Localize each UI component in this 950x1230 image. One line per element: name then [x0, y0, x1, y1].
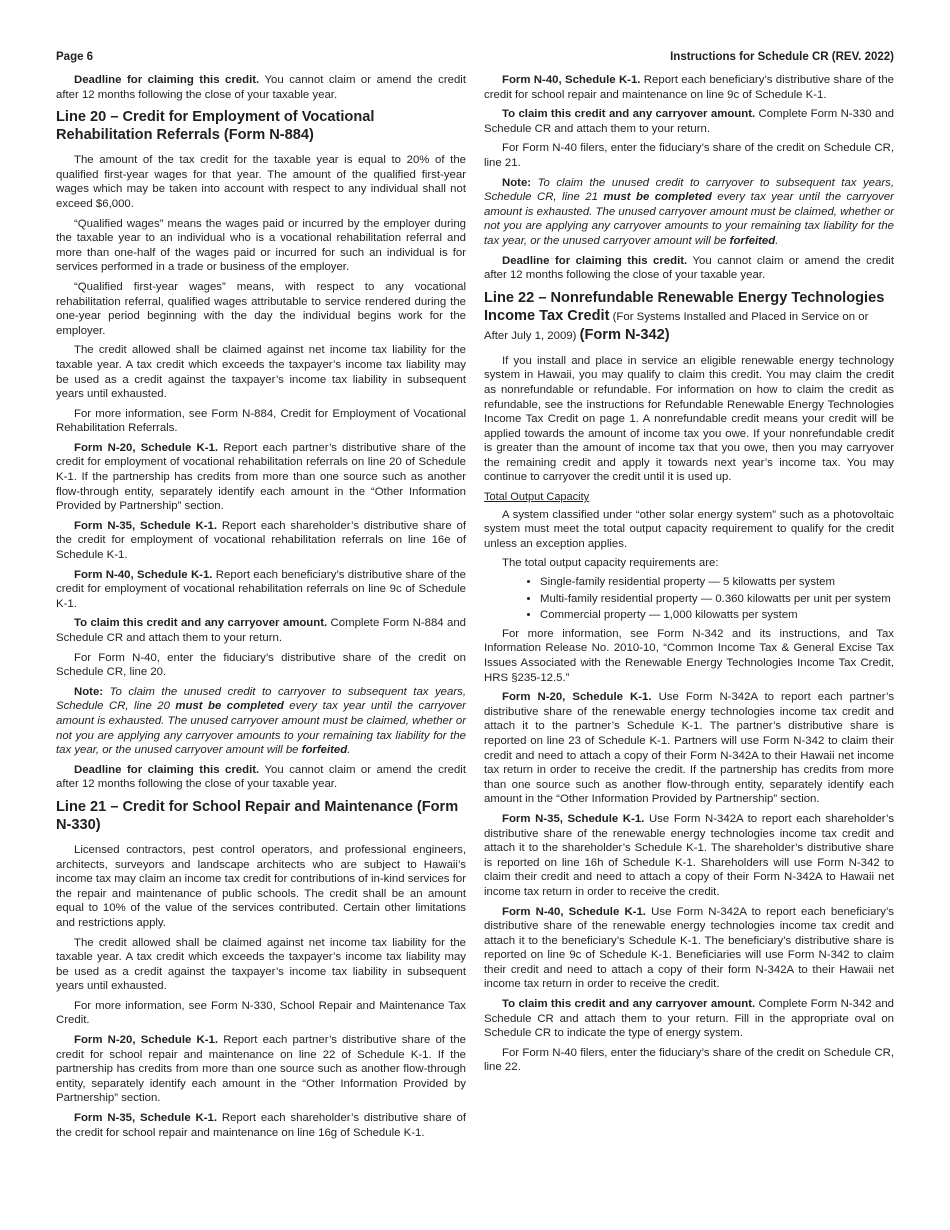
paragraph: “Qualified wages” means the wages paid or incurred by the employer during the taxable year to an individual who is a vocational rehabilitation referral and more than one-half of the wages paid or incurred for such an individual is for services performed in a trade or business of the employer. — [56, 217, 466, 274]
paragraph-text: Complete Form N-330 and Schedule CR and attach them to your return. — [484, 108, 894, 135]
section-heading-line-21: Line 21 – Credit for School Repair and Maintenance (Form N-330) — [56, 798, 459, 833]
note-paragraph — [484, 176, 894, 249]
run-in-heading: To claim this credit and any carryover amount. — [502, 108, 756, 121]
paragraph — [56, 763, 466, 792]
note-emphasis: forfeited — [729, 234, 776, 247]
note-text: To claim the unused credit to carryover to subsequent tax years, Schedule CR, line 21 — [484, 176, 894, 204]
paragraph: A system classified under “other solar energy system” such as a photovoltaic system must meet the total output capacity requirement to qualify for the credit unless an exception applies. — [484, 508, 894, 550]
run-in-heading: Note: — [74, 685, 104, 698]
heading-main: Line 22 – Nonrefundable Renewable Energy Technologies Income Tax Credit — [484, 289, 885, 324]
paragraph: For Form N-40 filers, enter the fiduciary’s share of the credit on Schedule CR, line 22. — [484, 1046, 894, 1074]
paragraph — [56, 1111, 466, 1140]
paragraph-text: You cannot claim or amend the credit after 12 months following the close of your taxable year. — [484, 254, 894, 282]
paragraph — [56, 1033, 466, 1106]
run-in-heading: Deadline for claiming this credit. — [74, 763, 260, 776]
run-in-heading: Form N-20, Schedule K-1. — [74, 441, 219, 454]
paragraph-text: Complete Form N-884 and Schedule CR and attach them to your return. — [56, 617, 466, 644]
note-text: every tax year until the carryover amount is exhausted. The unused carryover amount must be claimed, whether or not you are applying any carryover amounts to your remaining tax liability for the tax year, or the unused carryover amount will be — [56, 700, 466, 757]
paragraph: The total output capacity requirements are: — [502, 557, 719, 570]
paragraph: For more information, see Form N-330, School Repair and Maintenance Tax Credit. — [56, 999, 466, 1027]
paragraph-text: Report each shareholder’s distributive share of the credit for school repair and maintenance on line 16g of Schedule K-1. — [56, 1112, 466, 1139]
paragraph: The credit allowed shall be claimed against net income tax liability for the taxable year. A tax credit which exceeds the taxpayer’s income tax liability may be used as a credit against the taxpayer’s income tax liability in subsequent years until exhausted. — [56, 936, 466, 993]
paragraph: The credit allowed shall be claimed against net income tax liability for the taxable year. A tax credit which exceeds the taxpayer’s income tax liability may be used as a credit against the taxpayer’s income tax liability in subsequent years until exhausted. — [56, 344, 466, 401]
paragraph-text: You cannot claim or amend the credit after 12 months following the close of your taxable year. — [56, 763, 466, 791]
section-heading-line-22 — [484, 289, 894, 345]
paragraph — [56, 441, 466, 514]
paragraph — [56, 616, 466, 645]
paragraph-text: Use Form N-342A to report each beneficiary’s distributive share of the renewable energy technologies income tax credit and attach it to the beneficiary’s Schedule K-1. The beneficiary’s distributive share is reported on line 9c of Schedule K-1. Beneficiaries will use Form N-342 to claim their credit and need to attach a copy of their form N-342A to their Hawaii net income tax return in order to receive the credit. — [484, 905, 894, 991]
paragraph-text: Report each partner’s distributive share of the credit for employment of vocational rehabilitation referrals on line 20 of Schedule K-1. If the partnership has credits from more than one source such as another flow-through entity, separately identify each amount in the “Other Information Provided by Partnership” section. — [56, 441, 466, 513]
list-item: • Commercial property — 1,000 kilowatts per system — [540, 608, 894, 623]
run-in-heading: Form N-35, Schedule K-1. — [74, 1112, 218, 1125]
run-in-heading: Form N-20, Schedule K-1. — [74, 1034, 219, 1047]
note-emphasis: must be completed — [603, 191, 712, 204]
paragraph: For more information, see Form N-342 and its instructions, and Tax Information Release No. 2010-10, “Common Income Tax & General Excise Tax Issues Associated with the Renewable Energy Technologies Income Tax Credit, HRS §235-12.5.” — [484, 627, 894, 684]
note-emphasis: must be completed — [175, 700, 284, 713]
note-paragraph — [56, 685, 466, 758]
run-in-heading: To claim this credit and any carryover amount. — [74, 617, 328, 630]
paragraph: For more information, see Form N-884, Credit for Employment of Vocational Rehabilitation Referrals. — [56, 407, 466, 435]
page-number: Page 6 — [56, 51, 94, 63]
note-text: . — [775, 234, 779, 247]
note-text: . — [347, 744, 351, 757]
paragraph — [484, 73, 894, 102]
run-in-heading: Form N-35, Schedule K-1. — [74, 519, 218, 532]
list-item: • Single-family residential property — 5 kilowatts per system — [540, 575, 894, 590]
capacity-requirements-list — [484, 575, 894, 623]
paragraph — [56, 73, 466, 102]
paragraph-text: Report each shareholder’s distributive share of the credit for employment of vocational rehabilitation referrals on line 16e of Schedule K-1. — [56, 519, 466, 562]
note-text: every tax year until the carryover amount is exhausted. The unused carryover amount must be claimed, whether or not you are applying any carryover amounts to your remaining tax liability for the tax year, or the unused carryover amount will be — [484, 191, 894, 247]
paragraph-text: Complete Form N-342 and Schedule CR and attach them to your return. Fill in the appropriate oval on Schedule CR to indicate the type of energy system. — [484, 998, 894, 1040]
note-emphasis: forfeited — [301, 744, 348, 757]
run-in-heading: Form N-40, Schedule K-1. — [502, 905, 646, 918]
paragraph — [484, 254, 894, 283]
run-in-heading: Form N-40, Schedule K-1. — [74, 568, 213, 581]
paragraph — [484, 905, 894, 993]
paragraph — [484, 997, 894, 1041]
run-in-heading: Form N-35, Schedule K-1. — [502, 812, 645, 825]
paragraph — [56, 519, 466, 563]
paragraph-text: You cannot claim or amend the credit after 12 months following the close of your taxable year. — [56, 74, 466, 101]
section-heading-line-20: Line 20 – Credit for Employment of Vocational Rehabilitation Referrals (Form N-884) — [56, 109, 375, 144]
paragraph-text: Report each beneficiary’s distributive share of the credit for school repair and maintenance on line 9c of Schedule K-1. — [484, 74, 895, 101]
page-header — [56, 51, 894, 69]
note-text: To claim the unused credit to carryover to subsequent tax years, Schedule CR, line 20 — [56, 685, 466, 713]
document-title: Instructions for Schedule CR (REV. 2022) — [670, 51, 894, 63]
paragraph: If you install and place in service an eligible renewable energy technology system in Hawaii, you may qualify to claim this credit. You may claim the credit as nonrefundable or refundable. For information on how to claim the credit as refundable, see the instructions for Refundable Renewable Energy Technologies Income Tax Credit on page 1. A nonrefundable credit means your credit will be applied towards the amount of income tax you owe. If your nonrefundable credit is greater than the amount of income tax that you owe, then you may carryover the remaining credit and apply it towards next year’s income tax. You may continue to carryover the credit until it is used up. — [484, 354, 894, 484]
paragraph: The amount of the tax credit for the taxable year is equal to 20% of the qualified first-year wages for that year. The amount of the qualified first-year wages which may be taken into account with respect to any individual shall not exceed $6,000. — [56, 154, 466, 210]
paragraph-text: Use Form N-342A to report each partner’s distributive share of the renewable energy technologies income tax credit and attach it to the partner’s Schedule K-1. The partner’s distributive share is reported on line 23 of Schedule K-1. Partners will use Form N-342 to claim their credit and need to attach a copy of their Form N-342A to their Hawaii net income tax return in order to receive the credit. If the partnership has credits from more than one source such as another flow-through entity, separately identify each amount in the “Other Information Provided by Partnership” section. — [484, 691, 895, 806]
paragraph — [484, 812, 894, 900]
paragraph-text: Use Form N-342A to report each shareholder’s distributive share of the renewable energy technologies income tax credit and attach it to the shareholder’s Schedule K-1. The shareholder’s distributive share is reported on line 16h of Schedule K-1. Shareholders will use Form N-342 to claim their credit and need to attach a copy of their Form N-342A to Hawaii net income tax return in order to receive the credit. — [484, 812, 895, 898]
run-in-heading: Form N-40, Schedule K-1. — [502, 74, 641, 86]
paragraph: For Form N-40, enter the fiduciary’s distributive share of the credit on Schedule CR, line 20. — [56, 651, 466, 679]
left-column — [56, 73, 466, 1145]
subheading-total-output-capacity: Total Output Capacity — [484, 491, 590, 504]
paragraph: “Qualified first-year wages” means, with respect to any vocational rehabilitation referral, qualified wages attributable to service rendered during the one-year period beginning with the day the individual begins work for the employer. — [56, 280, 466, 337]
list-item: • Multi-family residential property — 0.360 kilowatts per unit per system — [540, 592, 894, 607]
paragraph-text: Report each beneficiary’s distributive share of the credit for employment of vocational rehabilitation referrals on line 9c of Schedule K-1. — [56, 568, 467, 610]
paragraph — [484, 690, 894, 807]
run-in-heading: Deadline for claiming this credit. — [502, 254, 688, 267]
heading-qualifier: (For Systems Installed and Placed in Service on or After July 1, 2009) — [484, 310, 869, 342]
run-in-heading: Note: — [502, 176, 532, 189]
paragraph: For Form N-40 filers, enter the fiduciary’s share of the credit on Schedule CR, line 21. — [484, 142, 894, 169]
paragraph-text: Report each partner’s distributive share of the credit for school repair and maintenance on line 22 of Schedule K-1. If the partnership has credits from more than one source such as another flow-through entity, separately identify each amount in the “Other Information Provided by Partnership” section. — [56, 1034, 466, 1105]
paragraph — [56, 568, 466, 612]
run-in-heading: Deadline for claiming this credit. — [74, 74, 260, 86]
paragraph — [484, 107, 894, 136]
heading-form: (Form N-342) — [579, 326, 670, 343]
run-in-heading: To claim this credit and any carryover amount. — [502, 998, 756, 1011]
run-in-heading: Form N-20, Schedule K-1. — [502, 691, 652, 704]
right-column — [484, 73, 894, 1080]
paragraph: Licensed contractors, pest control operators, and professional engineers, architects, surveyors and landscape architects who are subject to Hawaii’s income tax may claim an income tax credit for contributions of in-kind services for the repair and maintenance of public schools. The credit shall be an amount equal to 10% of the value of the services contributed. Certain other limitations and restrictions apply. — [56, 843, 466, 929]
